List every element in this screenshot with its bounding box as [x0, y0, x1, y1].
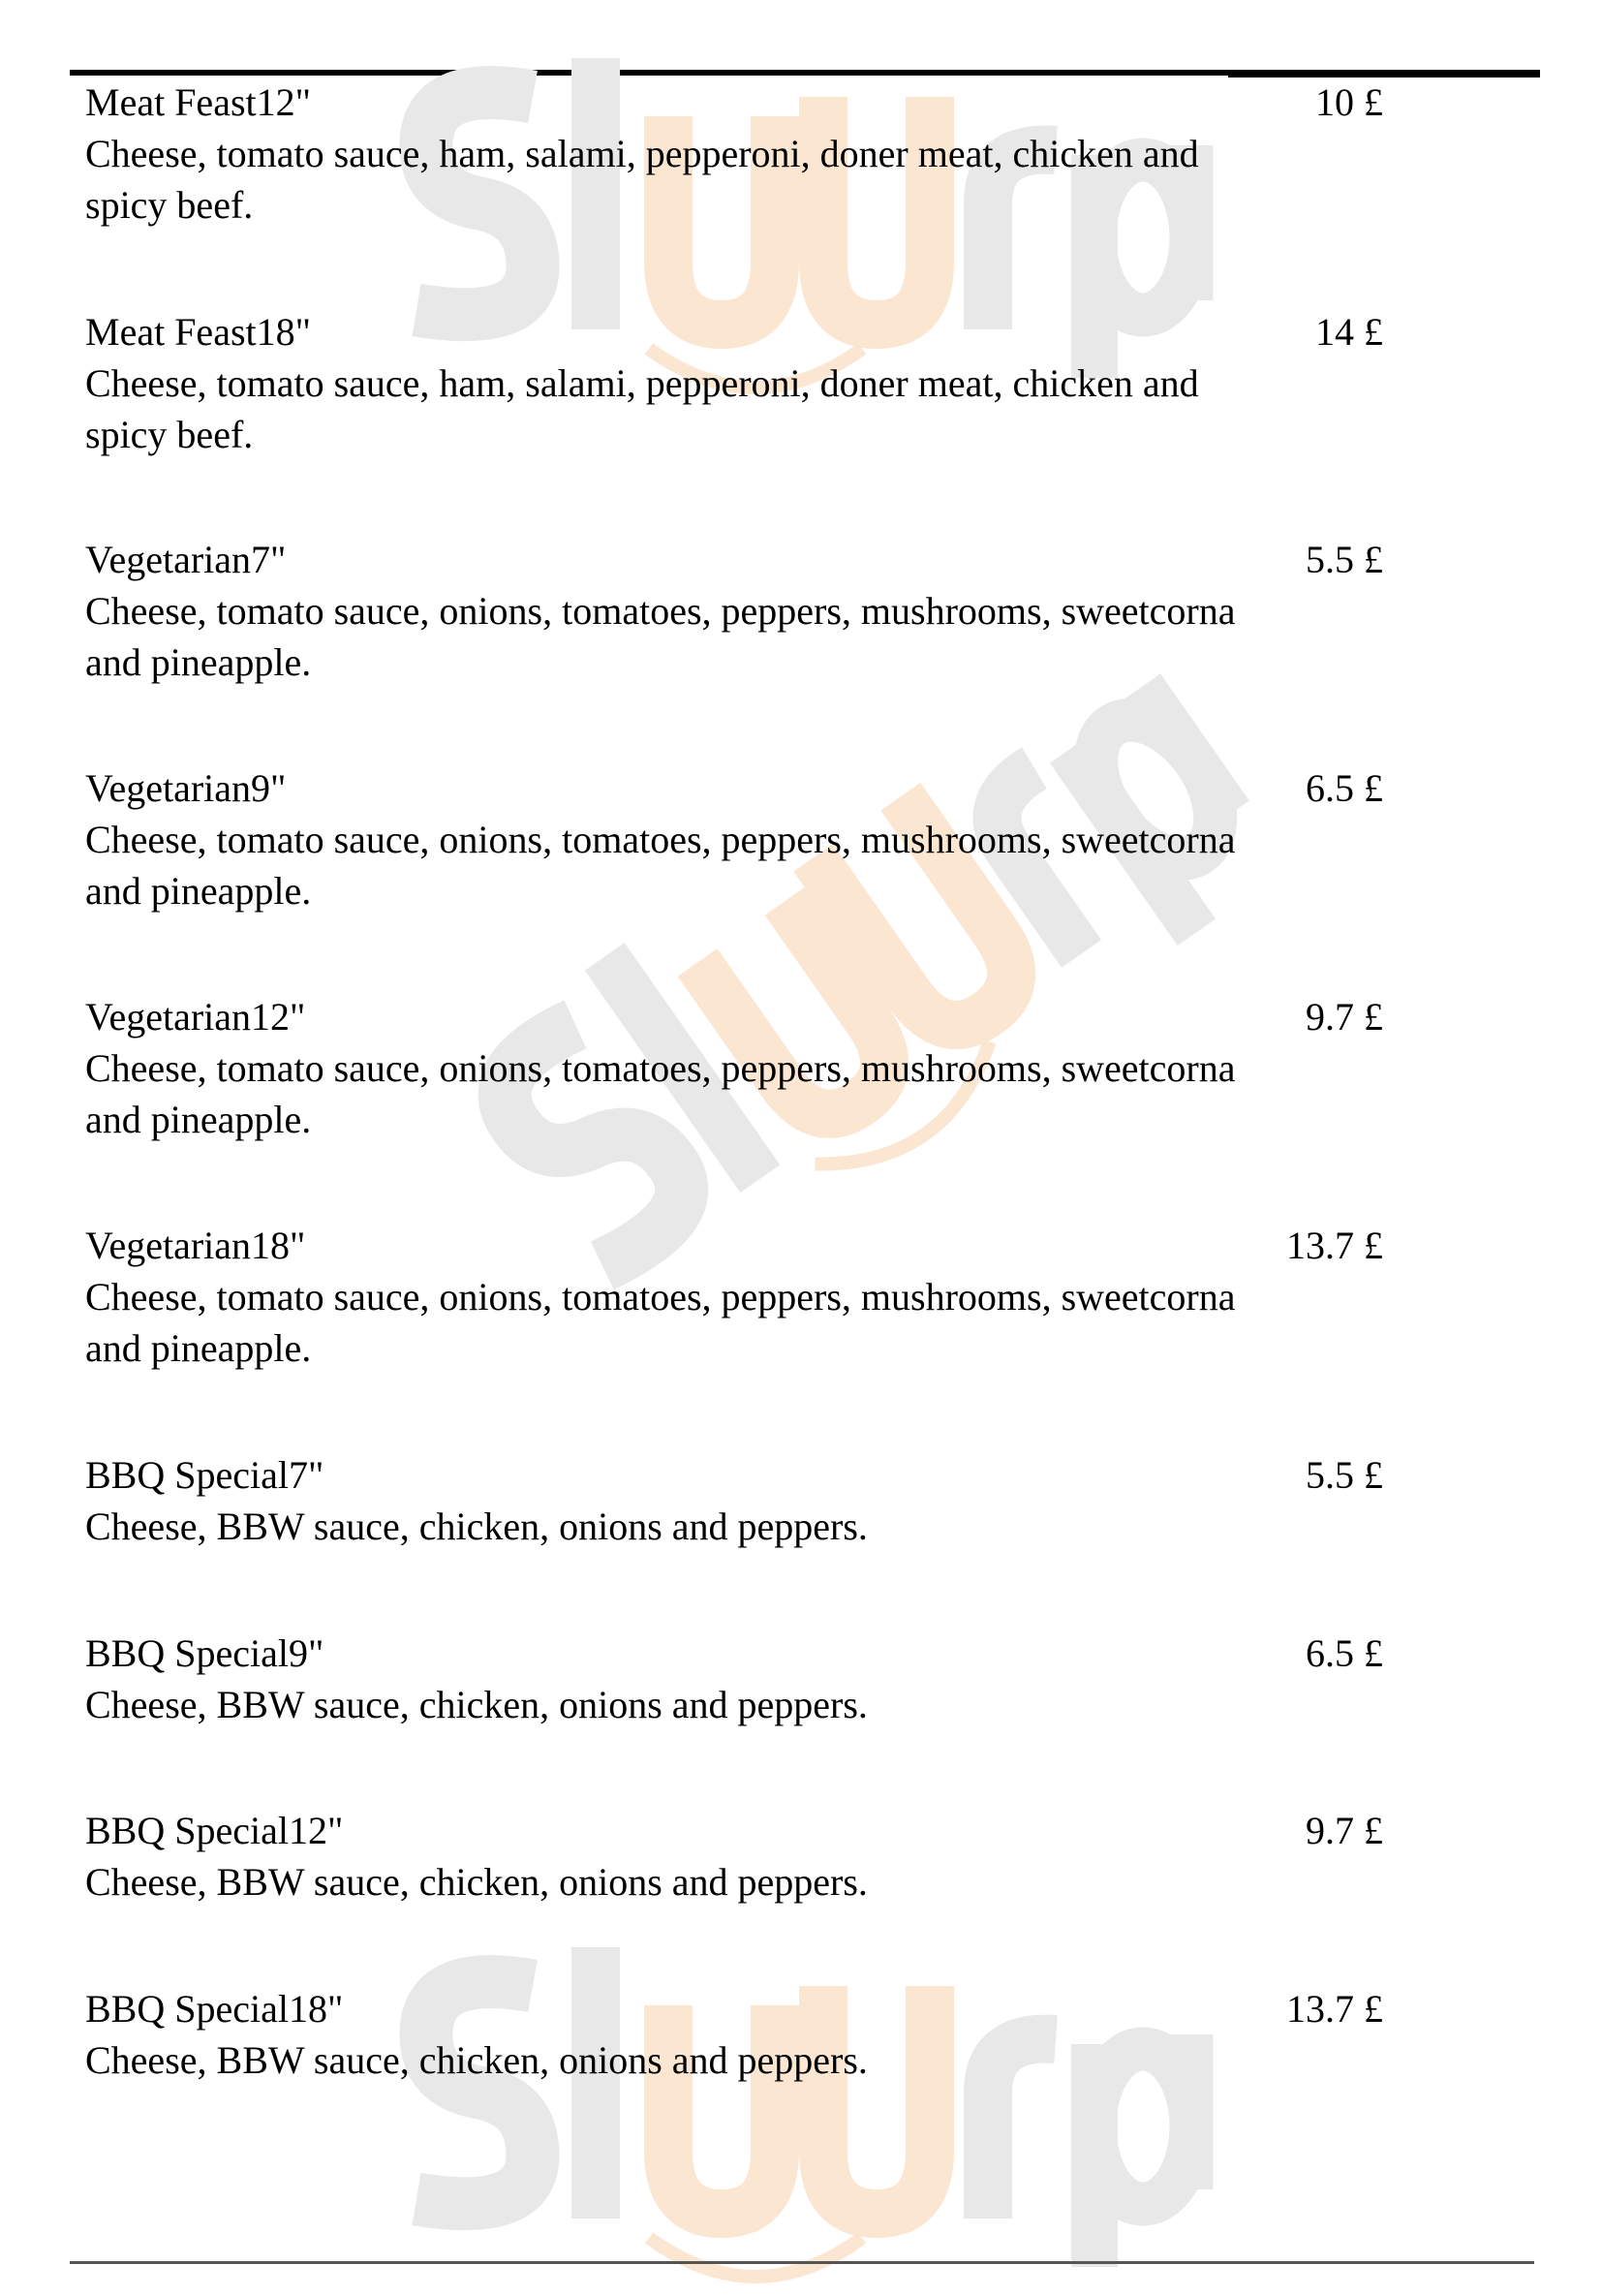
bottom-divider — [70, 2261, 1534, 2264]
menu-item-name: Meat Feast18" — [85, 310, 311, 354]
menu-item-price: 10 £ — [1315, 80, 1383, 124]
menu-item — [85, 1628, 1383, 1730]
menu-item-description: Cheese, tomato sauce, ham, salami, pepperoni, doner meat, chicken and spicy beef. — [85, 361, 1199, 456]
menu-item — [85, 1220, 1383, 1374]
menu-item-price: 5.5 £ — [1306, 1453, 1383, 1497]
menu-item-name: Vegetarian12" — [85, 995, 306, 1039]
menu-item-price: 13.7 £ — [1286, 1987, 1383, 2031]
menu-item — [85, 762, 1383, 916]
menu-item-price: 9.7 £ — [1306, 1809, 1383, 1852]
menu-item-description: Cheese, BBW sauce, chicken, onions and peppers. — [85, 1683, 868, 1726]
menu-item-name: BBQ Special9" — [85, 1631, 324, 1675]
menu-item-price: 14 £ — [1315, 310, 1383, 354]
menu-item — [85, 306, 1383, 460]
menu-item-description: Cheese, tomato sauce, onions, tomatoes, peppers, mushrooms, sweetcorna and pineapple. — [85, 1046, 1236, 1141]
menu-item-name: BBQ Special18" — [85, 1987, 344, 2031]
menu-item — [85, 1805, 1383, 1908]
menu-item-name: Vegetarian7" — [85, 538, 287, 581]
menu-item-description: Cheese, tomato sauce, onions, tomatoes, peppers, mushrooms, sweetcorna and pineapple. — [85, 589, 1236, 684]
menu-item-name: BBQ Special7" — [85, 1453, 324, 1497]
menu-item-price: 13.7 £ — [1286, 1224, 1383, 1267]
menu-item — [85, 1449, 1383, 1552]
menu-item-description: Cheese, tomato sauce, ham, salami, pepperoni, doner meat, chicken and spicy beef. — [85, 132, 1199, 227]
menu-item-description: Cheese, tomato sauce, onions, tomatoes, peppers, mushrooms, sweetcorna and pineapple. — [85, 818, 1236, 913]
menu-item-price: 5.5 £ — [1306, 538, 1383, 581]
menu-item-price: 6.5 £ — [1306, 766, 1383, 810]
menu-item-name: Meat Feast12" — [85, 80, 311, 124]
menu-item — [85, 534, 1383, 688]
menu-item-name: BBQ Special12" — [85, 1809, 344, 1852]
menu-item-description: Cheese, BBW sauce, chicken, onions and peppers. — [85, 1505, 868, 1548]
menu-item-name: Vegetarian9" — [85, 766, 287, 810]
menu-item-name: Vegetarian18" — [85, 1224, 306, 1267]
menu-item-description: Cheese, BBW sauce, chicken, onions and peppers. — [85, 1860, 868, 1904]
menu-item-description: Cheese, tomato sauce, onions, tomatoes, peppers, mushrooms, sweetcorna and pineapple. — [85, 1275, 1236, 1370]
menu-item — [85, 991, 1383, 1145]
menu-item — [85, 1983, 1383, 2086]
menu-item-description: Cheese, BBW sauce, chicken, onions and peppers. — [85, 2038, 868, 2082]
menu-item — [85, 77, 1383, 231]
menu-item-price: 6.5 £ — [1306, 1631, 1383, 1675]
menu-item-price: 9.7 £ — [1306, 995, 1383, 1039]
